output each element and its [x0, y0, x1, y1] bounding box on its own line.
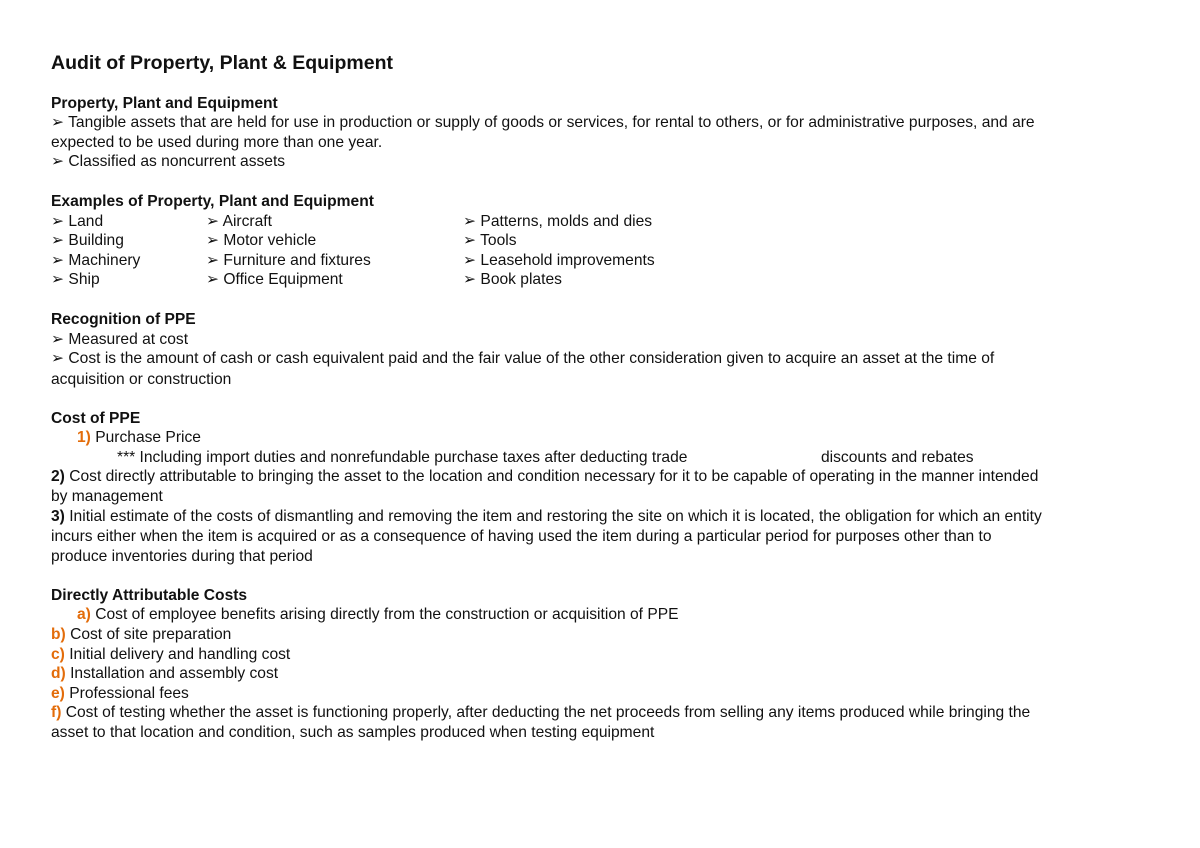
text: Installation and assembly cost	[70, 665, 279, 682]
item-number: 1)	[77, 429, 91, 446]
bullet-icon: ➢	[51, 271, 65, 288]
text: Cost is the amount of cash or cash equivalent paid and the fair value of the other consideration given to acquire an asset at the time of	[68, 350, 995, 367]
bullet-icon: ➢	[463, 252, 477, 269]
list-item	[51, 664, 278, 684]
item-letter: f)	[51, 704, 62, 721]
bullet-icon: ➢	[51, 252, 65, 269]
note: *** Including import duties and nonrefundable purchase taxes after deducting trade	[117, 449, 688, 466]
text: Cost of employee benefits arising directly from the construction or acquisition of PPE	[95, 606, 679, 623]
bullet-icon: ➢	[206, 213, 220, 230]
text: Initial estimate of the costs of dismantling and removing the item and restoring the site on which it is located, the obligation for which an entity	[69, 508, 1042, 525]
bullet-icon: ➢	[463, 271, 477, 288]
text: Professional fees	[69, 685, 189, 702]
text: Motor vehicle	[223, 232, 317, 249]
item-number: 2)	[51, 468, 65, 485]
paragraph	[51, 330, 188, 350]
paragraph	[51, 113, 1035, 133]
text: Classified as noncurrent assets	[68, 153, 286, 170]
text: Purchase Price	[95, 429, 201, 446]
section-heading-examples: Examples of Property, Plant and Equipment	[51, 193, 374, 210]
item-letter: d)	[51, 665, 66, 682]
bullet-icon: ➢	[51, 350, 65, 367]
text: Building	[68, 232, 124, 249]
text: Initial delivery and handling cost	[69, 646, 291, 663]
text: Aircraft	[222, 213, 272, 230]
bullet-icon: ➢	[206, 271, 220, 288]
section-heading-recognition: Recognition of PPE	[51, 311, 196, 328]
text: Measured at cost	[68, 331, 189, 348]
item-letter: c)	[51, 646, 65, 663]
bullet-icon: ➢	[206, 252, 220, 269]
section-heading-dac: Directly Attributable Costs	[51, 587, 248, 604]
list-item	[51, 703, 1030, 723]
bullet-icon: ➢	[463, 213, 477, 230]
example-item	[51, 212, 103, 232]
text: Ship	[68, 271, 100, 288]
document-title: Audit of Property, Plant & Equipment	[51, 52, 393, 74]
text: Book plates	[480, 271, 562, 288]
paragraph: acquisition or construction	[51, 371, 232, 388]
example-item	[206, 231, 316, 251]
text: Cost of site preparation	[70, 626, 232, 643]
item-letter: e)	[51, 685, 65, 702]
paragraph: expected to be used during more than one year.	[51, 134, 383, 151]
example-item	[51, 251, 140, 271]
item-letter: a)	[77, 606, 91, 623]
paragraph: produce inventories during that period	[51, 548, 313, 565]
text: Tools	[480, 232, 517, 249]
list-item	[51, 467, 1038, 487]
bullet-icon: ➢	[206, 232, 220, 249]
text: Machinery	[68, 252, 141, 269]
example-item	[51, 231, 124, 251]
list-item	[51, 507, 1042, 527]
bullet-icon: ➢	[51, 114, 65, 131]
paragraph: by management	[51, 488, 163, 505]
text: Furniture and fixtures	[223, 252, 371, 269]
text: Land	[68, 213, 104, 230]
bullet-icon: ➢	[51, 232, 65, 249]
example-item	[463, 212, 652, 232]
list-item	[51, 625, 231, 645]
item-letter: b)	[51, 626, 66, 643]
item-number: 3)	[51, 508, 65, 525]
paragraph: asset to that location and condition, such as samples produced when testing equipment	[51, 724, 655, 741]
example-item	[51, 270, 100, 290]
list-item	[51, 684, 189, 704]
text: Cost of testing whether the asset is functioning properly, after deducting the net proceeds from selling any items produced while bringing the	[65, 704, 1031, 721]
bullet-icon: ➢	[51, 331, 65, 348]
note: discounts and rebates	[821, 449, 974, 466]
bullet-icon: ➢	[51, 153, 65, 170]
paragraph	[51, 349, 994, 369]
section-heading-cost: Cost of PPE	[51, 410, 141, 427]
list-item	[51, 645, 290, 665]
example-item	[206, 251, 371, 271]
bullet-icon: ➢	[51, 213, 65, 230]
text: Patterns, molds and dies	[480, 213, 653, 230]
list-item	[77, 428, 201, 448]
example-item	[463, 270, 562, 290]
example-item	[206, 270, 343, 290]
section-heading-ppe: Property, Plant and Equipment	[51, 95, 278, 112]
example-item	[463, 251, 655, 271]
text: Leasehold improvements	[480, 252, 655, 269]
list-item	[77, 605, 679, 625]
text: Office Equipment	[223, 271, 343, 288]
example-item	[463, 231, 517, 251]
example-item	[206, 212, 272, 232]
paragraph: incurs either when the item is acquired or as a consequence of having used the item during a particular period for purposes other than to	[51, 528, 992, 545]
text: Tangible assets that are held for use in production or supply of goods or services, for rental to others, or for administrative purposes, and are	[68, 114, 1035, 131]
paragraph	[51, 152, 285, 172]
bullet-icon: ➢	[463, 232, 477, 249]
text: Cost directly attributable to bringing the asset to the location and condition necessary for it to be capable of operating in the manner intended	[69, 468, 1039, 485]
